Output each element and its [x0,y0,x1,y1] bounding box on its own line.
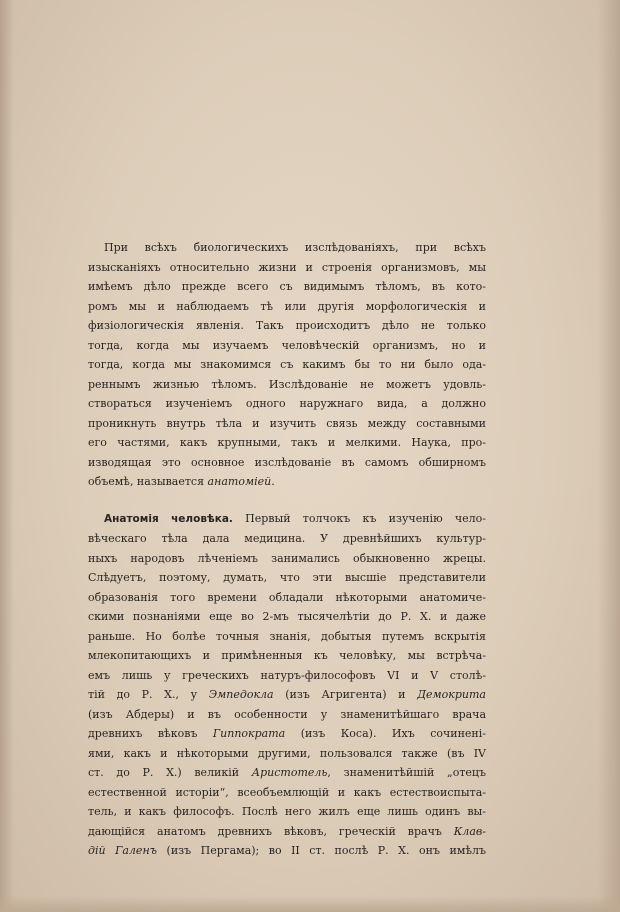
text-line [88,822,486,842]
text-line: ями, какъ и нѣкоторыми другими, пользовался также (въ IV [88,746,486,760]
text-line: изводящая это основное изслѣдованіе въ самомъ обширномъ [88,455,486,469]
text-span: , знаменитѣйшій „отецъ [327,766,486,779]
text-span: дающійся анатомъ древнихъ вѣковъ, греческій врачъ [88,824,454,838]
text-span: (изъ Пергама); во II ст. послѣ Р. Х. онъ имѣлъ [157,844,486,857]
text-line: физіологическія явленія. Такъ происходитъ дѣло не только [88,319,486,332]
paragraph-intro [88,238,486,492]
text-line: тогда, когда мы знакомимся съ какимъ бы то ни было ода- [88,358,486,371]
text-span: (изъ Коса). Ихъ сочиненi- [285,727,487,740]
italic-name: Аристотель [251,766,328,779]
text-line: образованія того времени обладали нѣкоторыми анатомиче- [88,590,486,604]
text-line: емъ лишь у греческихъ натуръ-философовъ VI и V столѣ- [88,668,486,682]
italic-name: Гиппократа [212,727,286,740]
italic-name: Эмпедокла [208,688,274,701]
text-line [88,509,486,530]
paragraph-anatomy [88,509,486,861]
text-line: скими познаніями еще во 2-мъ тысячелѣтіи до Р. Х. и даже [88,610,486,623]
section-heading: Анатомія человѣка. [104,512,233,525]
text-line: (изъ Абдеры) и въ особенности у знаменитѣйшаго врача [88,707,486,721]
text-line: вѣческаго тѣла дала медицина. У древнѣйшихъ культур- [88,532,486,545]
italic-name: Клав- [453,824,486,838]
text-line: проникнуть внутрь тѣла и изучить связь между составными [88,416,486,430]
text-line: ромъ мы и наблюдаемъ тѣ или другія морфологическія и [88,299,486,313]
text-span: тій до Р. Х., у [88,688,209,701]
text-span: ст. до Р. Х.) великій [88,766,252,779]
text-span: (изъ Агригента) и [273,688,418,701]
page-edge-bottom [0,896,620,912]
text-span: Первый толчокъ къ изученію чело- [232,511,486,525]
page-edge-left [0,0,14,912]
text-span: объемѣ, называется [88,475,208,488]
text-line: ныхъ народовъ лѣченіемъ занимались обыкновенно жрецы. [88,551,486,565]
text-line [88,472,486,492]
text-line [88,724,486,744]
text-line: естественной исторіи“, всеобъемлющій и какъ естествоиспыта- [88,785,486,799]
text-line: тель, и какъ философъ. Послѣ него жилъ еще лишь одинъ вы- [88,805,486,818]
text-line: его частями, какъ крупными, такъ и мелкими. Наука, про- [88,436,486,449]
text-line: створаться изученіемъ одного наружнаго вида, а должно [88,397,486,410]
text-line: При всѣхъ биологическихъ изслѣдованіяхъ, при всѣхъ [104,241,486,254]
text-line: раньше. Но болѣе точныя знанія, добытыя путемъ вскрытія [88,629,486,643]
body-text [88,238,486,861]
italic-name: дій Галенъ [88,844,158,857]
text-span: . [271,475,275,488]
text-line: Слѣдуетъ, поэтому, думать, что эти высшіе представители [88,571,486,584]
text-line [88,685,486,705]
text-line: реннымъ жизнью тѣломъ. Изслѣдованіе не можетъ удовль- [88,377,486,391]
italic-name: Демокрита [417,688,486,701]
text-span: древнихъ вѣковъ [88,727,213,740]
text-line: имѣемъ дѣло прежде всего съ видимымъ тѣломъ, въ кото- [88,280,486,293]
italic-term: анатоміей [207,475,272,488]
text-line: млекопитающихъ и примѣненныя къ человѣку, мы встрѣча- [88,649,486,662]
text-line [88,763,486,783]
page-edge-right [598,0,620,912]
text-line [88,841,486,861]
text-line: изысканіяхъ относительно жизни и строенія организмовъ, мы [88,260,486,274]
paragraph-gap [88,492,486,509]
text-line: тогда, когда мы изучаемъ человѣческій организмъ, но и [88,338,486,352]
